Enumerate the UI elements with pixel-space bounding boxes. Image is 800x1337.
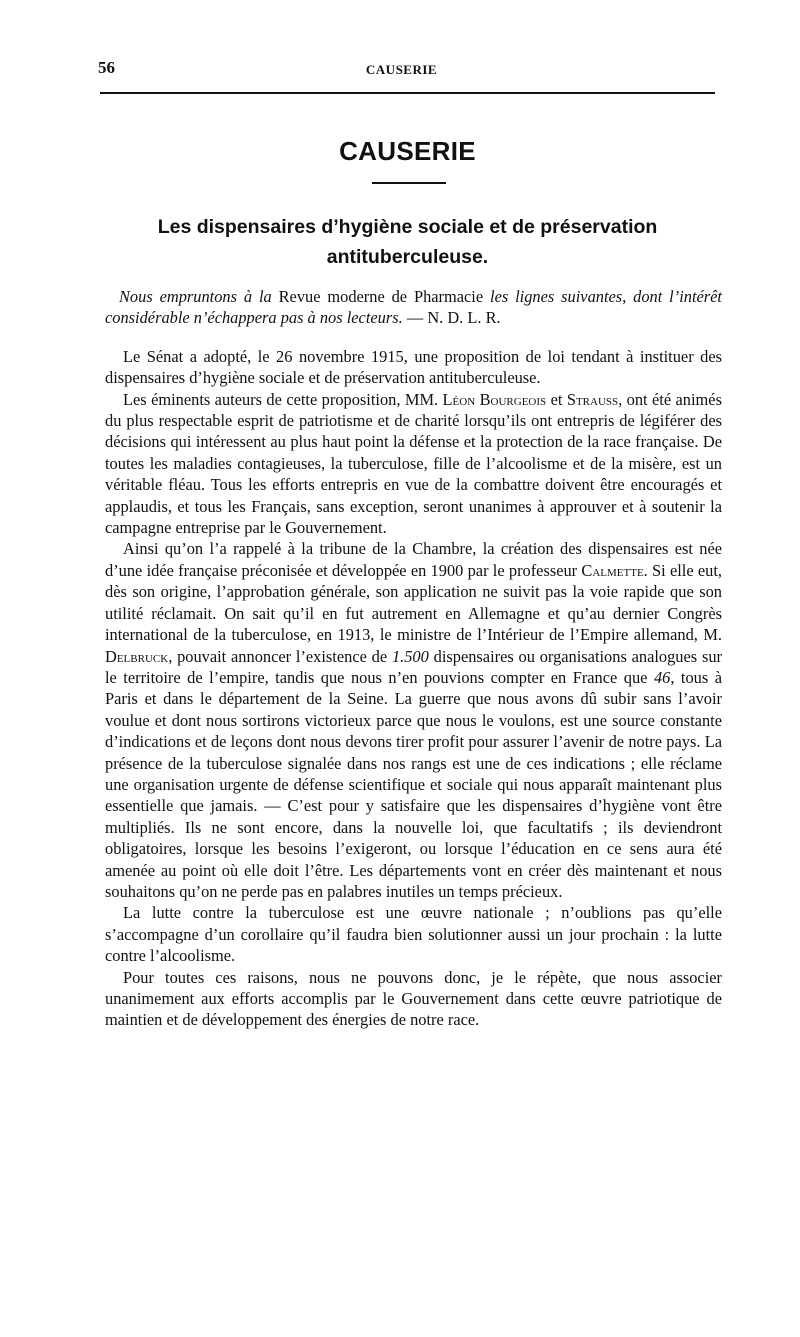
article-title: CAUSERIE <box>339 136 476 166</box>
header-rule <box>100 92 715 94</box>
note-signature: — N. D. L. R. <box>406 308 501 328</box>
paragraph-1: Le Sénat a adopté, le 26 novembre 1915, une proposition de loi tendant à instituer des dispensaires d’hygiène sociale et de préservation antituberculeuse. <box>105 346 722 388</box>
paragraph-3 <box>105 538 722 902</box>
paragraph-3-text-d: dispensaires ou organisations analogues sur le territoire de l’empire, tandis que nous n’en pouvions compter en France que <box>105 646 722 687</box>
note-text-2: les lignes suivantes, dont l’intérêt considérable n’échappera pas à nos lecteurs. <box>105 287 722 328</box>
paragraph-5: Pour toutes ces raisons, nous ne pouvons donc, je le répète, que nous associer unanimement aux efforts accomplis par le Gouvernement dans cette œuvre patriotique de maintien et de développement des énergies de notre race. <box>105 967 722 1030</box>
subtitle-line-2: antituberculeuse. <box>326 246 489 268</box>
editorial-note <box>105 286 722 329</box>
paragraph-3-text-c: , pouvait annoncer l’existence de <box>168 646 388 666</box>
paragraph-2-text-a: Les éminents auteurs de cette proposition, MM. <box>123 389 439 409</box>
person-name-bourgeois: Léon Bourgeois <box>442 389 547 409</box>
paragraph-3-text-e: , tous à Paris et dans le département de la Seine. La guerre que nous avons dû subir sans l’avoir voulue et dont nous sortirons victorieux parce que nous le voulons, est une source constante d’indications et de leçons dont nous devons tirer profit pour assurer l’avenir de notre pays. La présence de la tuberculose signalée dans nos rangs est une de ces indications ; elle réclame une organisation urgente de défense scientifique et sociale qui nous apparaît maintenant plus essentielle que jamais. — C’est pour y satisfaire que les dispensaires d’hygiène vont être multipliés. Ils ne sont encore, dans la nouvelle loi, que facultatifs ; ils deviendront obligatoires, lorsque les besoins l’exigeront, ou lorsque l’éducation en ce sens aura été amenée au point où elle doit l’être. Les départements vont en créer dès maintenant et nous souhaitons qu’on ne perde pas en palabres inutiles un temps précieux. <box>105 667 722 901</box>
person-name-delbruck: Delbruck <box>105 646 169 666</box>
subtitle-line-1: Les dispensaires d’hygiène sociale et de préservation <box>157 216 658 238</box>
dispensary-count-germany: 1.500 <box>391 646 429 666</box>
paragraph-2 <box>105 389 722 539</box>
running-head <box>88 58 715 82</box>
paragraph-3-text-a: Ainsi qu’on l’a rappelé à la tribune de la Chambre, la création des dispensaires est née d’une idée française préconisée et développée en 1900 par le professeur <box>105 539 722 580</box>
paragraph-4: La lutte contre la tuberculose est une œuvre nationale ; n’oublions pas qu’elle s’accompagne d’un corollaire qu’il faudra bien solutionner aussi un jour prochain : la lutte contre l’alcoolisme. <box>105 903 722 966</box>
note-text-1: Nous empruntons à la <box>119 287 272 306</box>
title-rule <box>372 182 446 184</box>
page-number: 56 <box>98 58 115 77</box>
note-source-name: Revue moderne de Pharmacie <box>278 287 484 306</box>
person-name-calmette: Calmette <box>581 560 644 580</box>
paragraph-2-text-c: , ont été animés du plus respectable esprit de patriotisme et de charité lorsqu’ils ont entrepris de légiférer des décisions qui intéressent au plus haut point la défense et la protection de la race française. De toutes les maladies contagieuses, la tuberculose, fille de l’alcoolisme et de la misère, est un véritable fléau. Tous les efforts entrepris en vue de la combattre doivent être encouragés et applaudis, et tous les Français, sans exception, seront unanimes à approuver et à soutenir la campagne entreprise par le Gouvernement. <box>105 389 722 538</box>
dispensary-count-france: 46 <box>653 667 671 687</box>
person-name-strauss: Strauss <box>566 389 619 409</box>
article-body <box>105 286 722 1031</box>
paragraph-2-text-b: et <box>550 389 563 409</box>
paragraph-3-text-b: . Si elle eut, dès son origine, l’approbation générale, son application ne suivit pas la voie rapide que son utilité réclamait. On sait qu’il en fut autrement en Allemagne et qu’au dernier Congrès international de la tuberculose, en 1913, le ministre de l’Intérieur de l’Empire allemand, M. <box>105 560 722 645</box>
article-subtitle <box>100 212 715 272</box>
running-title: CAUSERIE <box>365 62 438 77</box>
